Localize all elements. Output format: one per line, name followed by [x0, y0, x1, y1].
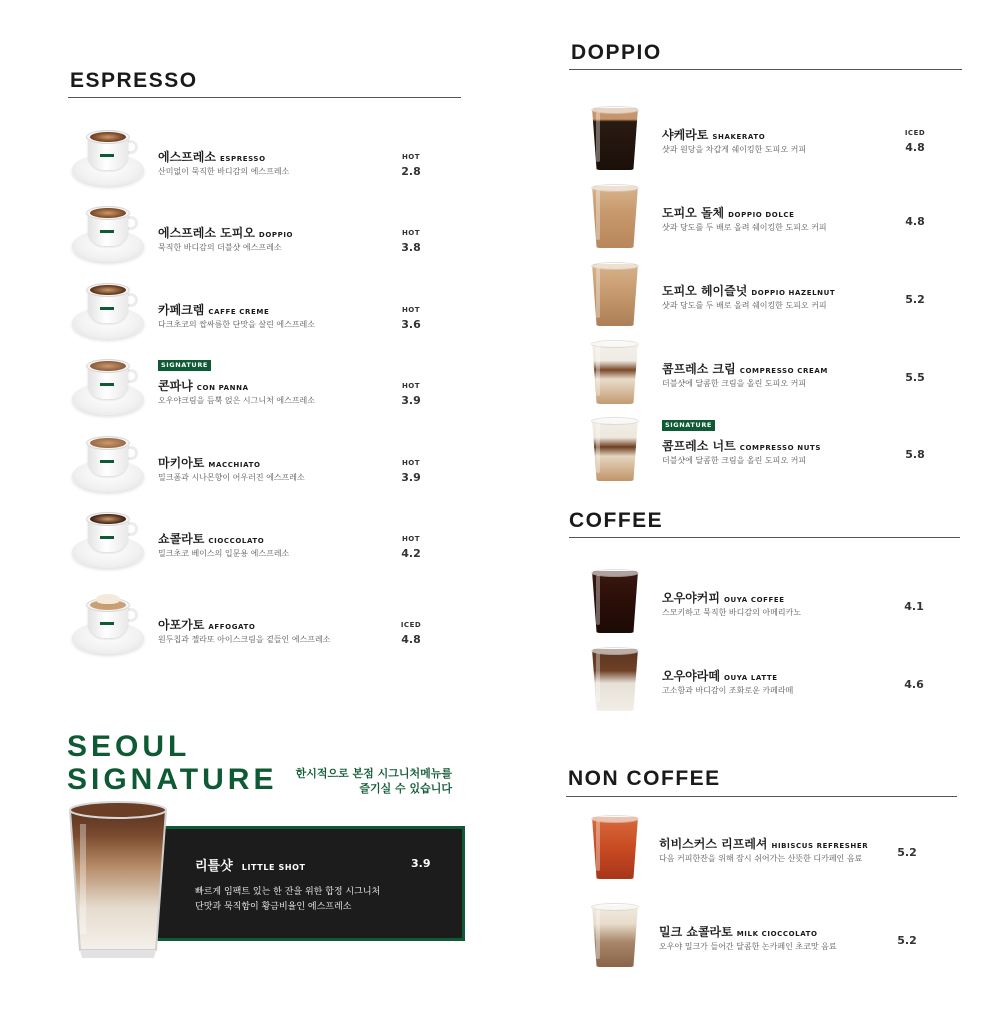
menu-item-price: 3.9 [401, 471, 421, 484]
menu-item-temperature: ICED [400, 621, 422, 629]
menu-item-price: 5.2 [897, 934, 917, 947]
drink-glass-image [586, 184, 642, 252]
cup-coffee [90, 361, 126, 371]
glass-shine [596, 653, 600, 703]
menu-item[interactable] [572, 184, 952, 254]
menu-item-price: 4.6 [904, 678, 924, 691]
menu-item-temperature: HOT [401, 229, 421, 237]
menu-item[interactable] [572, 903, 952, 973]
gelato-scoop [96, 594, 120, 604]
menu-item-english-name: OUYA COFFEE [723, 596, 785, 604]
menu-item-korean-name: 밀크 쇼콜라토 [659, 925, 733, 939]
menu-item-korean-name: 콤프레소 너트 [662, 439, 736, 453]
menu-item-name [662, 202, 795, 221]
menu-item-korean-name: 카페크렘 [158, 303, 205, 317]
menu-item[interactable] [70, 281, 430, 351]
glass-shine [596, 575, 600, 625]
menu-item-price: 3.8 [401, 241, 421, 254]
menu-item-english-name: CIOCCOLATO [208, 537, 265, 545]
menu-item-english-name: MILK CIOCCOLATO [736, 930, 818, 938]
menu-item-description: 오우야크림을 듬뿍 얹은 시그니처 에스프레소 [158, 396, 316, 405]
seoul-title-line2: SIGNATURE [67, 763, 278, 796]
espresso-cup-image [70, 434, 146, 496]
menu-item-english-name: HIBISCUS REFRESHER [771, 842, 869, 850]
menu-item-name [662, 280, 835, 299]
espresso-cup-image [70, 357, 146, 419]
menu-item-description: 오우야 밀크가 들어간 달콤한 논카페인 초코맛 음료 [659, 942, 837, 951]
menu-item[interactable] [70, 510, 430, 580]
menu-item-description: 원두칩과 젤라또 아이스크림을 곁들인 에스프레소 [158, 635, 331, 644]
glass-shine [596, 909, 600, 959]
coffee-title: COFFEE [569, 509, 664, 532]
signature-badge: SIGNATURE [662, 420, 715, 431]
menu-item-price: 2.8 [401, 165, 421, 178]
signature-item-korean-name: 리틀샷 [195, 859, 233, 874]
menu-item-price: 4.1 [904, 600, 924, 613]
menu-item-price: 5.5 [905, 371, 925, 384]
menu-item-name [662, 587, 785, 606]
drink-glass-image [586, 903, 642, 971]
noncoffee-title: NON COFFEE [568, 767, 721, 790]
signature-item-desc-line2: 단맛과 묵직함이 황금비율인 에스프레소 [195, 902, 352, 912]
cup-logo [100, 154, 114, 157]
menu-item-korean-name: 히비스커스 리프레셔 [659, 837, 768, 851]
menu-item-description: 산미없이 묵직한 바디감의 에스프레소 [158, 167, 290, 176]
menu-item-price: 4.8 [401, 633, 421, 646]
menu-item-name [158, 614, 255, 633]
menu-item[interactable] [70, 596, 430, 666]
drink-glass-image [586, 569, 642, 637]
cup-coffee [90, 208, 126, 218]
glass-shine [596, 423, 600, 473]
menu-item[interactable] [572, 340, 952, 410]
menu-item-english-name: OUYA LATTE [723, 674, 778, 682]
menu-item-english-name: DOPPIO HAZELNUT [751, 289, 836, 297]
signature-item-desc-line1: 빠르게 임팩트 있는 한 잔을 위한 합정 시그니처 [195, 887, 381, 897]
menu-item-english-name: COMPRESSO NUTS [739, 444, 822, 452]
menu-item[interactable] [70, 434, 430, 504]
menu-item-english-name: COMPRESSO CREAM [739, 367, 828, 375]
menu-item-name [662, 665, 778, 684]
espresso-divider [68, 97, 461, 98]
little-shot-glass-image [64, 800, 172, 960]
menu-item-english-name: AFFOGATO [208, 623, 256, 631]
drink-glass-image [586, 815, 642, 883]
espresso-cup-image [70, 596, 146, 658]
menu-item-english-name: SHAKERATO [712, 133, 766, 141]
cup-coffee [90, 285, 126, 295]
glass-shine [596, 112, 600, 162]
menu-item-english-name: DOPPIO [258, 231, 294, 239]
cup-logo [100, 536, 114, 539]
menu-item[interactable] [572, 417, 952, 487]
cup-coffee [90, 438, 126, 448]
espresso-title: ESPRESSO [70, 69, 198, 92]
menu-item-korean-name: 쇼콜라토 [158, 532, 205, 546]
menu-item-name [662, 358, 828, 377]
menu-item[interactable] [70, 128, 430, 198]
menu-item-description: 다음 커피한잔을 위해 잠시 쉬어가는 산뜻한 디카페인 음료 [659, 854, 863, 863]
menu-item-korean-name: 오우야커피 [662, 591, 720, 605]
noncoffee-divider [566, 796, 957, 797]
cup-logo [100, 383, 114, 386]
menu-item-name [158, 222, 293, 241]
menu-item-price: 5.8 [905, 448, 925, 461]
menu-item-korean-name: 오우야라떼 [662, 669, 720, 683]
espresso-cup-image [70, 128, 146, 190]
menu-item-korean-name: 에스프레소 도피오 [158, 226, 255, 240]
cup-logo [100, 622, 114, 625]
menu-item-name [158, 528, 264, 547]
menu-item-temperature: HOT [401, 459, 421, 467]
menu-item-price: 3.6 [401, 318, 421, 331]
menu-item-name [662, 435, 821, 454]
menu-item-price: 4.8 [905, 141, 925, 154]
doppio-title: DOPPIO [571, 41, 662, 64]
menu-item-english-name: CON PANNA [196, 384, 249, 392]
menu-item-price: 5.2 [897, 846, 917, 859]
menu-item-description: 샷과 당도를 두 배로 올려 쉐이킹한 도피오 커피 [662, 223, 827, 232]
espresso-cup-image [70, 281, 146, 343]
menu-item[interactable] [70, 204, 430, 274]
menu-item[interactable] [572, 647, 952, 717]
glass-shine [596, 190, 600, 240]
menu-item-description: 샷과 당도를 두 배로 올려 쉐이킹한 도피오 커피 [662, 301, 827, 310]
menu-item-price: 3.9 [401, 394, 421, 407]
cup-logo [100, 460, 114, 463]
menu-item-name [662, 124, 765, 143]
signature-item-description [195, 885, 380, 915]
seoul-title-line1: SEOUL [67, 730, 191, 763]
menu-item[interactable] [70, 357, 430, 427]
cup-logo [100, 307, 114, 310]
menu-item-description: 더블샷에 달콤한 크림을 올린 도피오 커피 [662, 379, 807, 388]
glass-shine [596, 821, 600, 871]
menu-item-name [158, 375, 249, 394]
drink-glass-image [586, 417, 642, 485]
glass-shine [596, 268, 600, 318]
menu-item-price: 4.8 [905, 215, 925, 228]
cup-logo [100, 230, 114, 233]
menu-item-description: 다크초코의 쌉싸름한 단맛을 살린 에스프레소 [158, 320, 316, 329]
menu-item-korean-name: 도피오 헤이즐넛 [662, 284, 748, 298]
menu-item[interactable] [572, 106, 952, 176]
menu-item-description: 밀크초코 베이스의 입문용 에스프레소 [158, 549, 290, 558]
menu-item-name [659, 921, 818, 940]
espresso-cup-image [70, 204, 146, 266]
menu-item-description: 샷과 원당을 차갑게 쉐이킹한 도피오 커피 [662, 145, 807, 154]
menu-item-temperature: HOT [401, 153, 421, 161]
menu-item-description: 묵직한 바디감의 더블샷 에스프레소 [158, 243, 282, 252]
coffee-divider [569, 537, 960, 538]
espresso-cup-image [70, 510, 146, 572]
menu-item-name [659, 833, 868, 852]
menu-item-description: 밀크폼과 시나몬향이 어우러진 에스프레소 [158, 473, 305, 482]
signature-item-name [195, 855, 306, 874]
menu-item-name [158, 299, 269, 318]
menu-item-description: 고소함과 바디감이 조화로운 카페라떼 [662, 686, 794, 695]
menu-item-temperature: HOT [401, 382, 421, 390]
menu-item-temperature: ICED [904, 129, 926, 137]
menu-item-description: 스모키하고 묵직한 바디감의 아메리카노 [662, 608, 802, 617]
menu-item-description: 더블샷에 달콤한 크림을 올린 도피오 커피 [662, 456, 807, 465]
signature-badge: SIGNATURE [158, 360, 211, 371]
seoul-subtitle-line2: 즐기실 수 있습니다 [359, 782, 452, 795]
menu-item-korean-name: 콤프레소 크림 [662, 362, 736, 376]
menu-item[interactable] [572, 815, 952, 885]
menu-item-price: 4.2 [401, 547, 421, 560]
menu-item-english-name: ESPRESSO [219, 155, 266, 163]
menu-item-english-name: DOPPIO DOLCE [728, 211, 795, 219]
menu-item[interactable] [572, 262, 952, 332]
menu-item-name [158, 452, 261, 471]
menu-item-korean-name: 샤케라토 [662, 128, 709, 142]
menu-item-korean-name: 아포가토 [158, 618, 205, 632]
menu-item-english-name: CAFFE CREME [208, 308, 270, 316]
menu-item-temperature: HOT [401, 306, 421, 314]
signature-item-english-name: LITTLE SHOT [241, 863, 306, 872]
signature-item-price: 3.9 [411, 857, 431, 870]
cup-coffee [90, 132, 126, 142]
drink-glass-image [586, 647, 642, 715]
menu-item-korean-name: 에스프레소 [158, 150, 216, 164]
menu-item-korean-name: 마키아토 [158, 456, 205, 470]
menu-item-temperature: HOT [401, 535, 421, 543]
drink-glass-image [586, 262, 642, 330]
menu-item-name [158, 146, 266, 165]
drink-glass-image [586, 106, 642, 174]
seoul-subtitle [282, 766, 452, 796]
drink-glass-image [586, 340, 642, 408]
signature-item-card[interactable] [152, 826, 465, 941]
cup-coffee [90, 514, 126, 524]
menu-item-korean-name: 도피오 돌체 [662, 206, 725, 220]
menu-item[interactable] [572, 569, 952, 639]
doppio-divider [569, 69, 962, 70]
seoul-subtitle-line1: 한시적으로 본점 시그니처메뉴를 [295, 767, 452, 780]
glass-shine [596, 346, 600, 396]
menu-item-english-name: MACCHIATO [208, 461, 261, 469]
menu-item-price: 5.2 [905, 293, 925, 306]
menu-item-korean-name: 콘파냐 [158, 379, 193, 393]
